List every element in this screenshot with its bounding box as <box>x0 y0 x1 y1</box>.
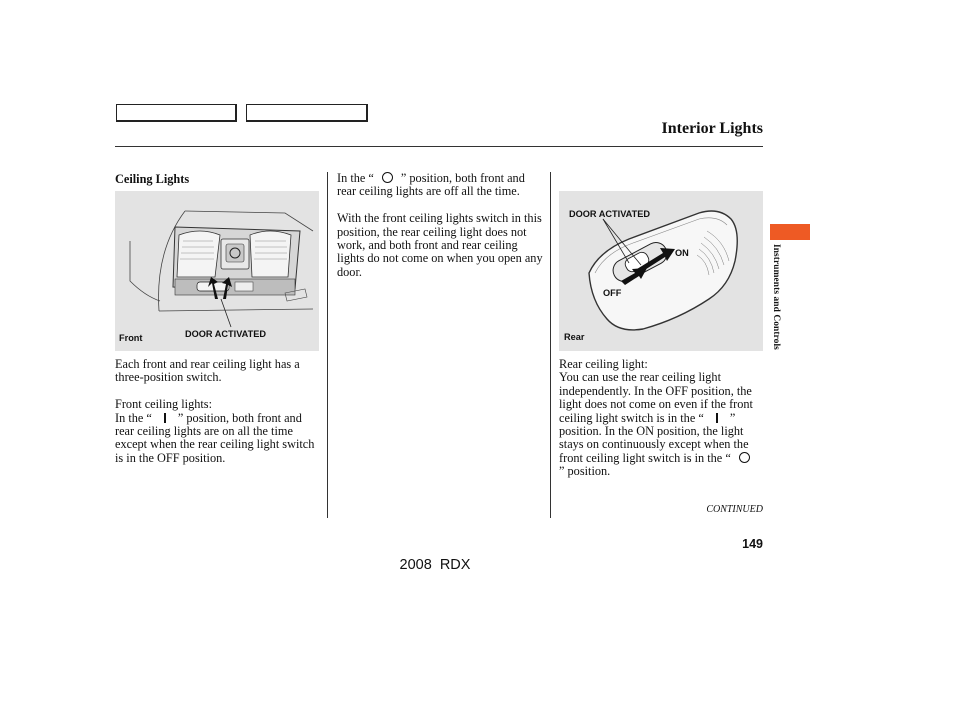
rear-lights-text-b: “ <box>698 410 704 425</box>
rear-on-label: ON <box>675 248 689 258</box>
continued-label: CONTINUED <box>706 504 763 515</box>
rear-lights-heading: Rear ceiling light: <box>559 357 648 371</box>
rear-door-activated-label: DOOR ACTIVATED <box>569 209 650 219</box>
rear-lights-paragraph <box>559 371 763 478</box>
front-lights-text-a: In the “ <box>115 410 152 425</box>
vertical-bar-icon <box>164 413 166 423</box>
column-divider-2 <box>550 172 551 518</box>
section-tab-label: Instruments and Controls <box>771 244 781 350</box>
front-ceiling-light-illustration <box>115 191 319 351</box>
circle-icon <box>739 452 750 463</box>
header-rule <box>115 146 763 147</box>
front-lights-paragraph <box>115 412 320 466</box>
section-tab <box>770 224 810 240</box>
circle-icon <box>382 172 393 183</box>
page-title: Interior Lights <box>661 120 763 137</box>
three-position-paragraph: Each front and rear ceiling light has a three-position switch. <box>115 357 300 385</box>
front-lights-text-b: ” position, both front and rear ceiling lights are on all the time except when the rear ceiling light switch is in the OFF position. <box>115 410 315 465</box>
switch-position-paragraph: With the front ceiling lights switch in this position, the rear ceiling light does not work, and both front and rear ceiling lights do not come on when you open any door. <box>337 211 543 279</box>
footer-model: 2008 RDX <box>399 557 471 573</box>
rear-figure-label: Rear <box>564 332 585 342</box>
nav-button-next[interactable] <box>246 104 368 122</box>
rear-lights-text-a: You can use the rear ceiling light independently. In the OFF position, the light does not come on even if the front ceiling light switch is in the <box>559 370 753 425</box>
front-door-activated-label: DOOR ACTIVATED <box>185 329 266 339</box>
section-heading: Ceiling Lights <box>115 172 190 186</box>
page-number: 149 <box>742 537 763 551</box>
front-figure-label: Front <box>119 333 143 343</box>
front-lights-heading: Front ceiling lights: <box>115 397 213 412</box>
off-position-paragraph <box>337 172 543 199</box>
vertical-bar-icon <box>716 413 718 423</box>
rear-ceiling-light-figure <box>559 191 763 351</box>
rear-lights-text-c: ” position. In the ON position, the light stays on continuously except when the front ceiling light switch is in the “ <box>559 410 749 465</box>
column-2-text <box>337 172 543 279</box>
rear-off-label: OFF <box>603 288 622 298</box>
off-position-text-a: In the “ <box>337 171 374 185</box>
column-3-text <box>559 358 763 479</box>
rear-lights-text-d: ” position. <box>559 464 611 479</box>
off-position-text-b: ” position, both front and rear ceiling lights are off all the time. <box>337 171 525 199</box>
column-divider-1 <box>327 172 328 518</box>
nav-button-prev[interactable] <box>116 104 237 122</box>
column-1-text <box>115 358 320 465</box>
front-ceiling-light-figure <box>115 191 319 351</box>
